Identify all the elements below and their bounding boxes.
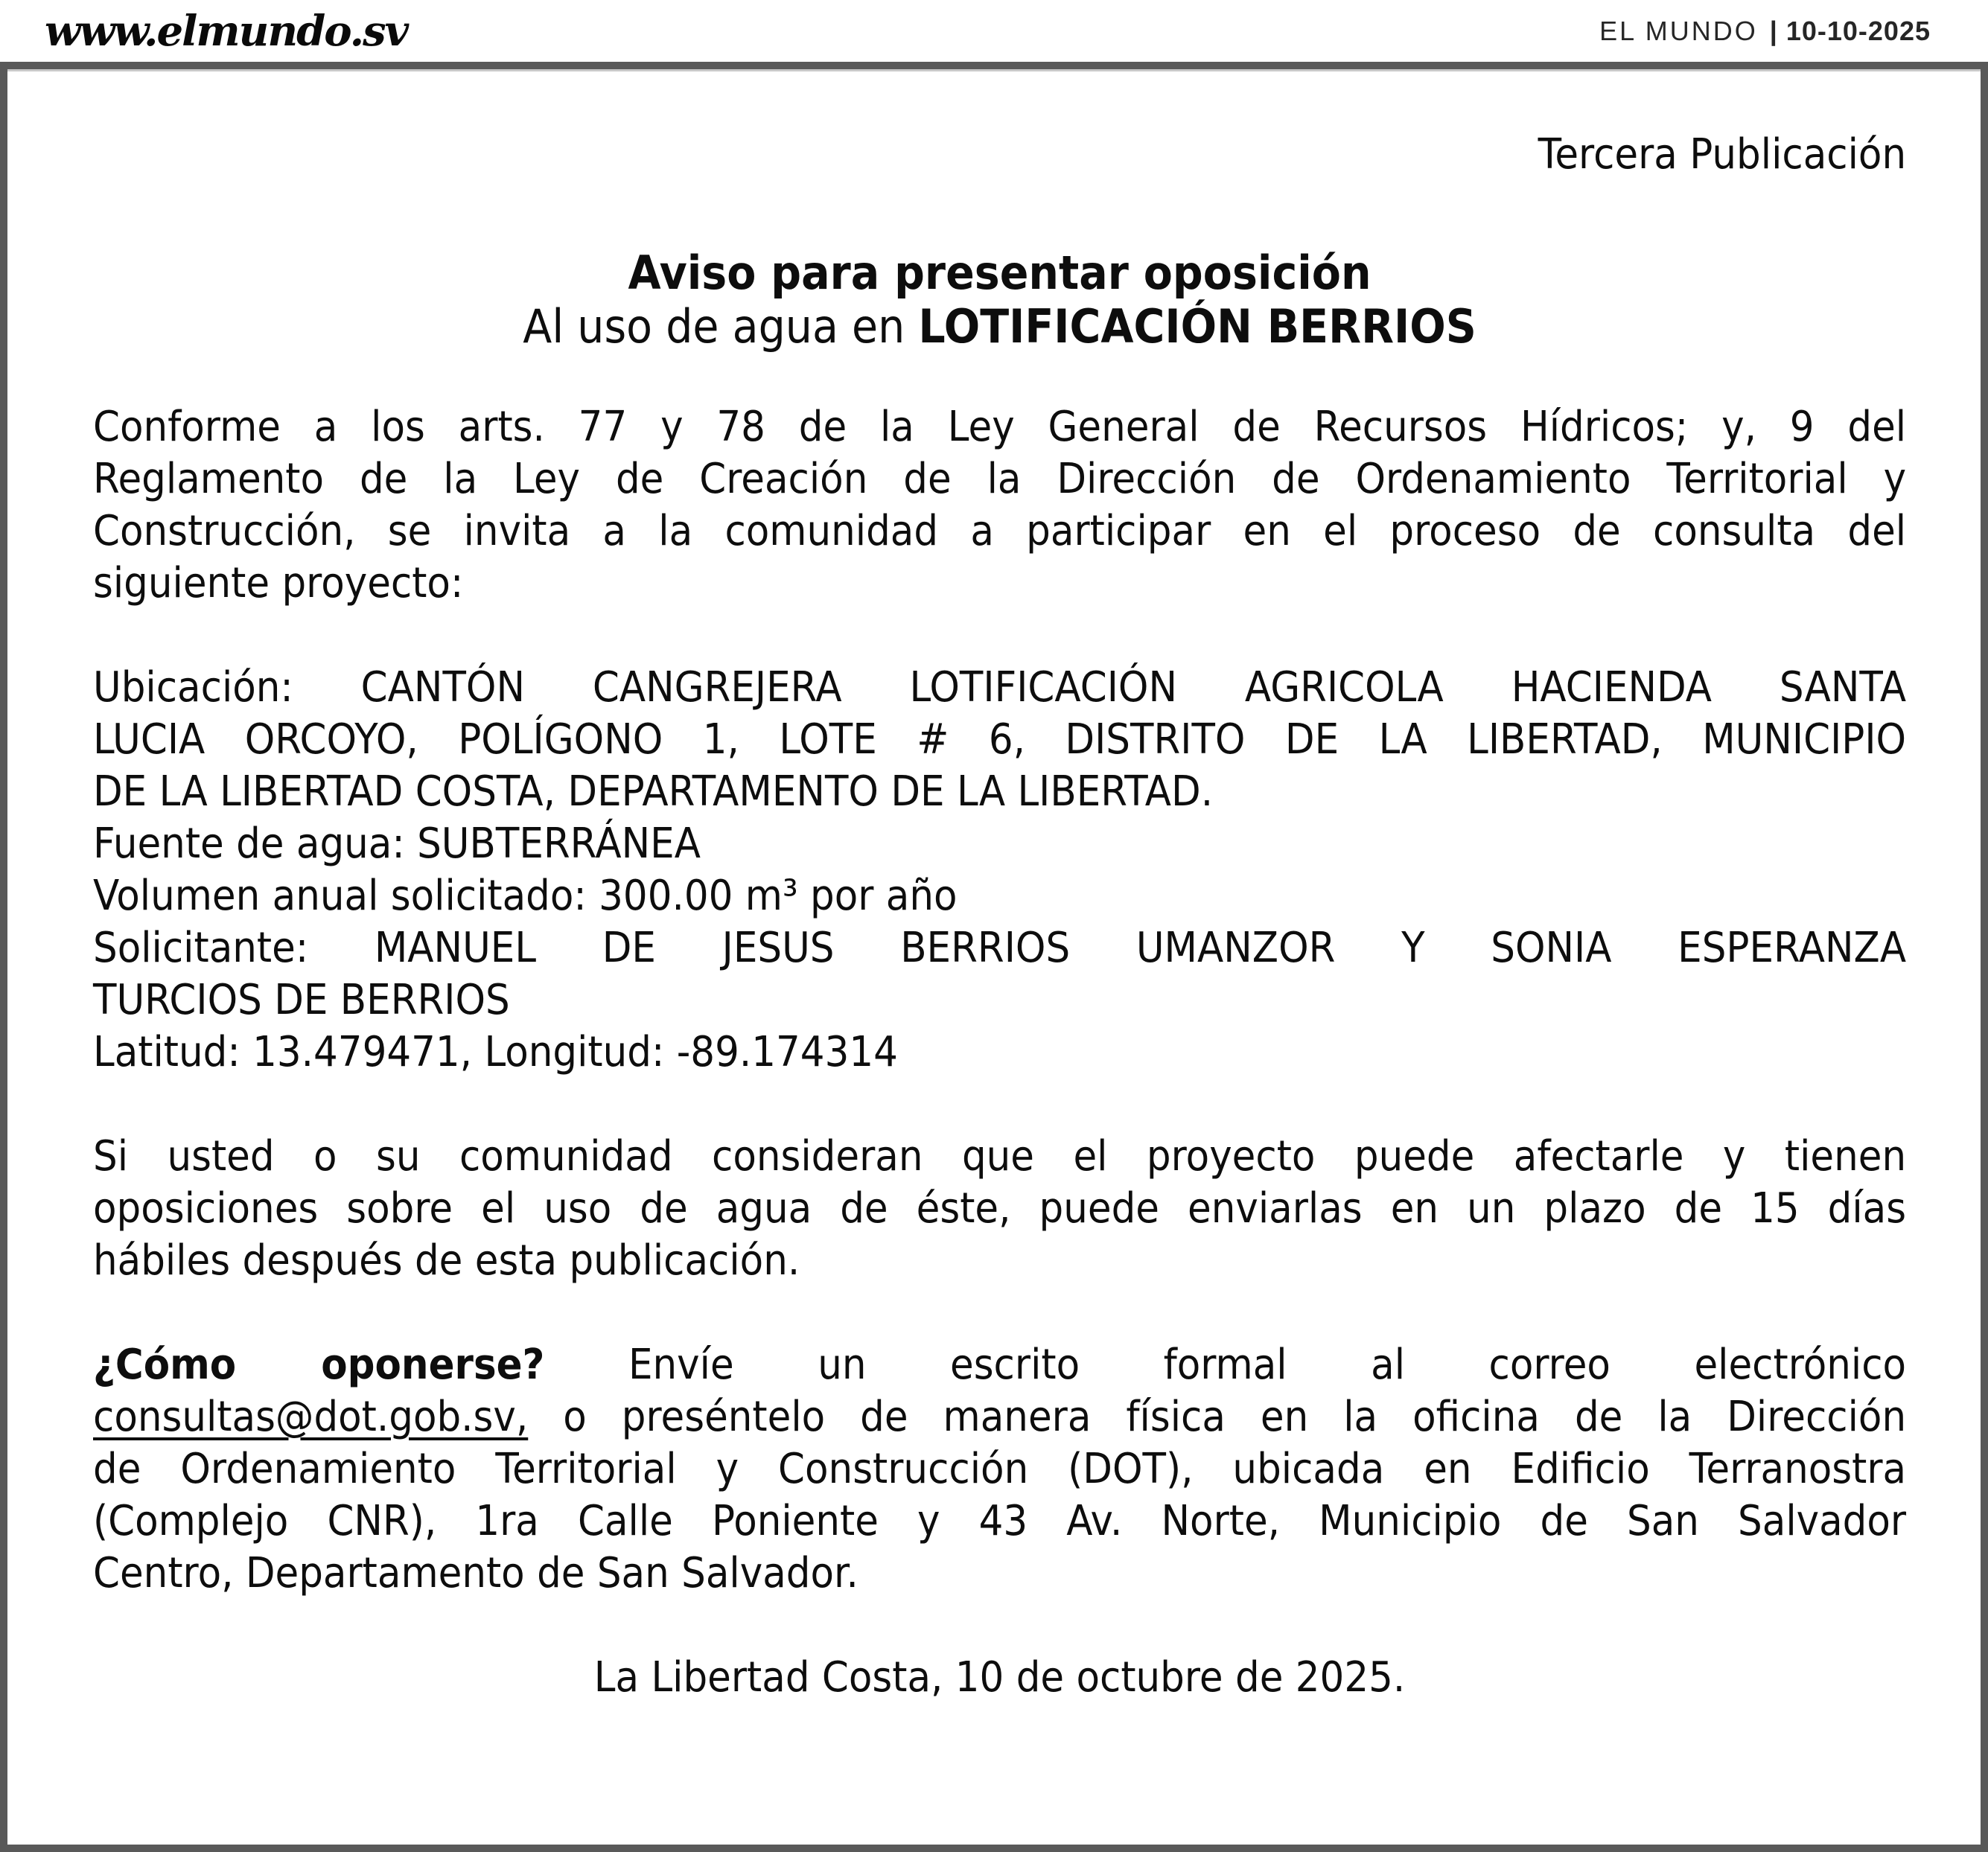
text-line <box>93 1339 1906 1391</box>
brand-name: EL MUNDO <box>1599 15 1758 46</box>
text-line: Reglamento de la Ley de Creación de la Dirección de Ordenamiento Territorial y <box>93 455 1907 503</box>
text-segment: Envíe un escrito formal al correo electrónico <box>628 1341 1907 1389</box>
text-line: Centro, Departamento de San Salvador. <box>93 1549 858 1597</box>
intro-paragraph <box>93 401 1906 610</box>
issue-date: 10-10-2025 <box>1785 15 1931 46</box>
publication-label: Tercera Publicación <box>1538 130 1907 179</box>
closing-date-line: La Libertad Costa, 10 de octubre de 2025. <box>593 1653 1406 1702</box>
text-line <box>93 1391 1906 1443</box>
text-segment: o preséntelo de manera física en la oficina de la Dirección <box>563 1393 1907 1441</box>
text-line: Si usted o su comunidad consideran que el proyecto puede afectarle y tienen <box>93 1132 1907 1181</box>
text-line: hábiles después de esta publicación. <box>93 1236 800 1285</box>
text-line: Ubicación: CANTÓN CANGREJERA LOTIFICACIÓN AGRICOLA HACIENDA SANTA <box>93 663 1907 712</box>
text-line: Volumen anual solicitado: 300.00 m³ por año <box>93 872 958 920</box>
page-header <box>0 0 1988 62</box>
title-line2-prefix: Al uso de agua en <box>523 299 905 354</box>
text-line: DE LA LIBERTAD COSTA, DEPARTAMENTO DE LA LIBERTAD. <box>93 767 1214 816</box>
project-details <box>93 662 1906 1079</box>
text-line: Conforme a los arts. 77 y 78 de la Ley General de Recursos Hídricos; y, 9 del <box>93 403 1907 451</box>
notice-title-line1: Aviso para presentar oposición <box>628 246 1371 300</box>
separator: | <box>1769 15 1777 46</box>
how-to-oppose-lead: ¿Cómo oponerse? <box>93 1341 545 1389</box>
how-to-oppose-paragraph <box>93 1339 1906 1600</box>
email-link[interactable]: consultas@dot.gob.sv, <box>93 1393 529 1441</box>
text-line: Latitud: 13.479471, Longitud: -89.174314 <box>93 1028 898 1076</box>
text-line: TURCIOS DE BERRIOS <box>93 976 510 1024</box>
title-line2-bold: LOTIFICACIÓN BERRIOS <box>918 299 1476 354</box>
text-line: LUCIA ORCOYO, POLÍGONO 1, LOTE # 6, DISTRITO DE LA LIBERTAD, MUNICIPIO <box>93 715 1907 764</box>
notice-title <box>93 246 1906 354</box>
notice-frame <box>0 62 1988 1852</box>
text-line: siguiente proyecto: <box>93 559 464 607</box>
text-line: (Complejo CNR), 1ra Calle Poniente y 43 Av. Norte, Municipio de San Salvador <box>93 1497 1907 1545</box>
opposition-paragraph <box>93 1131 1906 1287</box>
text-line: Fuente de agua: SUBTERRÁNEA <box>93 820 701 868</box>
text-line: Construcción, se invita a la comunidad a participar en el proceso de consulta del <box>93 507 1907 555</box>
masthead-date <box>1599 0 1931 62</box>
notice-content <box>93 69 1906 1704</box>
site-logo: www.elmundo.sv <box>45 6 408 56</box>
text-line: de Ordenamiento Territorial y Construcción (DOT), ubicada en Edificio Terranostra <box>93 1445 1907 1493</box>
text-line: oposiciones sobre el uso de agua de éste, puede enviarlas en un plazo de 15 días <box>93 1184 1907 1233</box>
notice-title-line2 <box>93 300 1906 354</box>
text-line: Solicitante: MANUEL DE JESUS BERRIOS UMANZOR Y SONIA ESPERANZA <box>93 924 1907 972</box>
